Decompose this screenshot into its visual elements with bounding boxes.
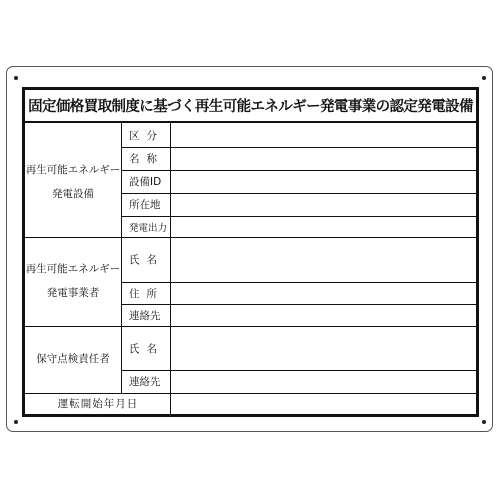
field-label-manager-name: 氏名: [129, 342, 164, 355]
group-label-power-operator: [25, 257, 121, 305]
field-label-operator-address: 住所: [129, 287, 164, 300]
mounting-hole-top-left-icon: [14, 76, 18, 80]
sign-table: [22, 87, 479, 417]
value-manager-contact: [171, 370, 476, 393]
field-label-output: 発電出力: [129, 222, 168, 234]
value-output: [171, 216, 476, 237]
value-operator-name: [171, 237, 476, 282]
group-label-power-equipment: [25, 158, 121, 206]
value-operator-contact: [171, 304, 476, 326]
value-location: [171, 193, 476, 216]
mounting-hole-bottom-right-icon: [482, 420, 486, 424]
field-label-manager-contact: 連絡先: [129, 376, 161, 388]
field-label-name: 名称: [129, 153, 164, 165]
field-label-equipment-id: 設備ID: [129, 176, 162, 188]
field-label-operator-name: 氏名: [129, 254, 164, 266]
mounting-hole-top-right-icon: [482, 76, 486, 80]
value-operator-address: [171, 282, 476, 304]
mounting-hole-bottom-left-icon: [14, 420, 18, 424]
field-label-category: 区分: [129, 129, 164, 142]
group-label-line: 再生可能エネルギー: [25, 263, 121, 275]
group-label-line: 保守点検責任者: [36, 353, 110, 365]
value-category: [171, 123, 476, 147]
field-label-operator-contact: 連絡先: [129, 309, 161, 322]
group-label-maintenance-manager: [25, 347, 121, 371]
field-label-location: 所在地: [129, 199, 161, 211]
value-equipment-id: [171, 170, 476, 193]
group-label-line: 再生可能エネルギー: [25, 164, 121, 176]
group-label-line: 発電設備: [52, 188, 94, 200]
value-manager-name: [171, 326, 476, 370]
start-date-label: 運転開始年月日: [57, 398, 139, 410]
start-date-value: [171, 393, 476, 414]
sign-title: 固定価格買取制度に基づく再生可能エネルギー発電事業の認定発電設備: [25, 90, 476, 123]
group-column-divider: [121, 123, 122, 394]
value-name: [171, 147, 476, 170]
group-label-line: 発電事業者: [46, 287, 100, 299]
